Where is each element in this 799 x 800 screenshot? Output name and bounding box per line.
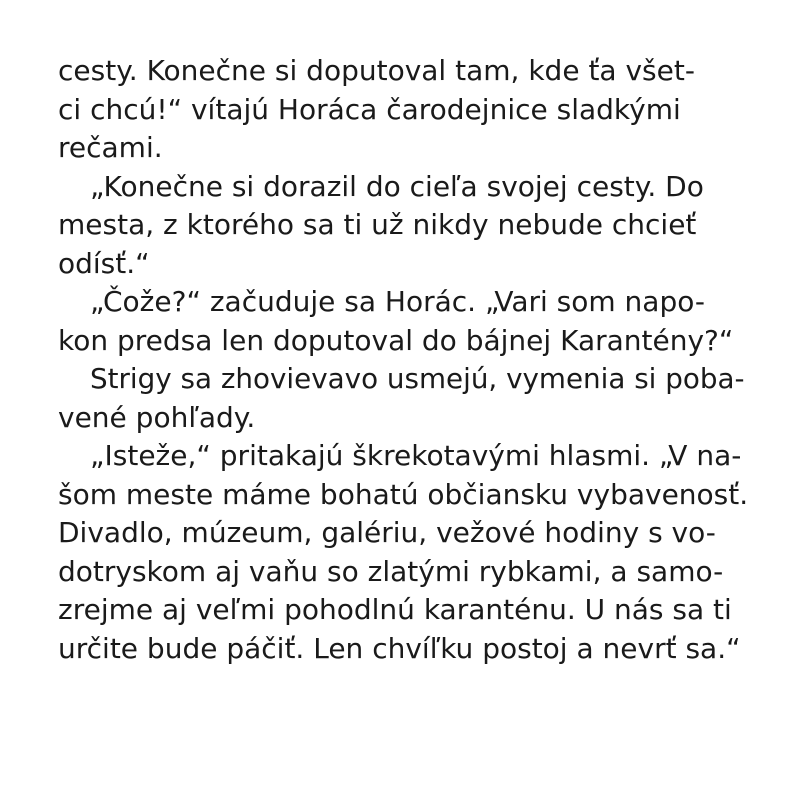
text-line-14: dotryskom aj vaňu so zlatými rybkami, a samo- (58, 554, 724, 588)
text-line-4: „Konečne si dorazil do cieľa svojej cesty. Do (90, 169, 704, 203)
text-line-15: zrejme aj veľmi pohodlnú karanténu. U nás sa ti (58, 593, 732, 626)
text-line-5: mesta, z ktorého sa ti už nikdy nebude chcieť (58, 208, 697, 241)
text-line-16: určite bude páčiť. Len chvíľku postoj a nevrť sa.“ (58, 631, 741, 665)
page-text (58, 52, 748, 668)
text-line-13: Divadlo, múzeum, galériu, vežové hodiny s vo- (58, 516, 716, 549)
text-line-10: vené pohľady. (58, 400, 256, 434)
text-line-12: šom meste máme bohatú občiansku vybavenosť. (58, 477, 749, 511)
text-line-1: cesty. Konečne si doputoval tam, kde ťa všet- (58, 54, 695, 87)
text-line-8: kon predsa len doputoval do bájnej Karantény?“ (58, 323, 734, 357)
text-line-9: Strigy sa zhovievavo usmejú, vymenia si poba- (90, 362, 745, 395)
text-line-7: „Čože?“ začuduje sa Horác. „Vari som napo- (90, 285, 705, 318)
text-line-11: „Isteže,“ pritakajú škrekotavými hlasmi. „V na- (90, 439, 742, 472)
text-line-2: ci chcú!“ vítajú Horáca čarodejnice sladkými (58, 92, 681, 126)
text-line-3: rečami. (58, 131, 163, 164)
text-line-6: odísť.“ (58, 246, 150, 280)
